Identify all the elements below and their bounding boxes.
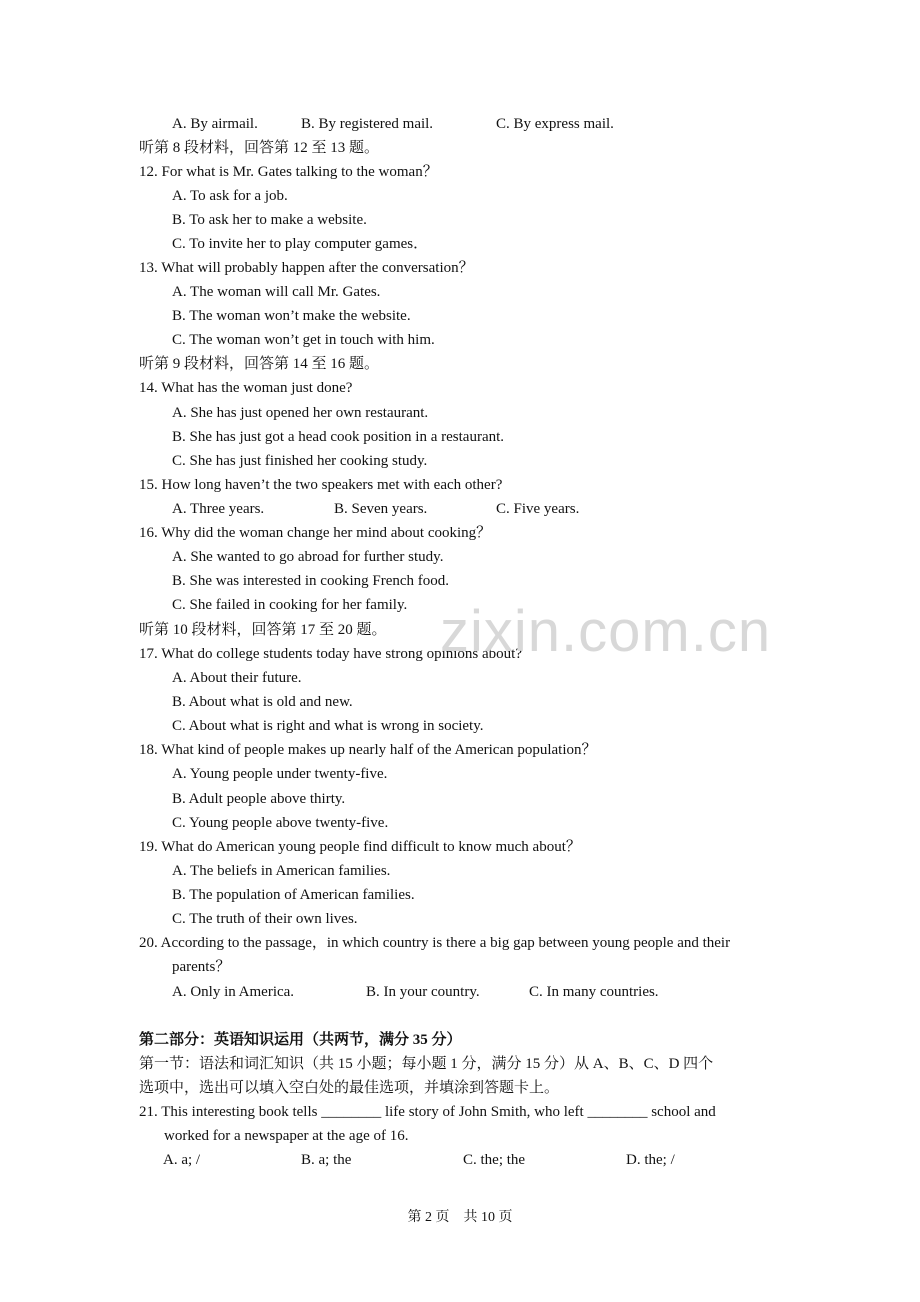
option-a: A. a; / [163, 1152, 201, 1168]
option-c: C. the; the [463, 1152, 526, 1168]
question-21: 21. This interesting book tells ________ life story of John Smith, who left ________ school and [139, 1104, 716, 1120]
option-c: C. The woman won’t get in touch with him. [172, 332, 435, 348]
option-b: B. About what is old and new. [172, 694, 353, 710]
section-one-instruction-cont: 选项中，选出可以填入空白处的最佳选项，并填涂到答题卡上。 [139, 1080, 560, 1096]
part-two-heading: 第二部分：英语知识运用（共两节，满分 35 分） [139, 1032, 462, 1048]
option-b: B. She was interested in cooking French food. [172, 573, 450, 589]
option-a: A. Three years. [172, 501, 265, 517]
question-16: 16. Why did the woman change her mind about cooking？ [139, 525, 492, 541]
option-b: B. Seven years. [334, 501, 428, 517]
question-18: 18. What kind of people makes up nearly half of the American population？ [139, 742, 597, 758]
option-c: C. The truth of their own lives. [172, 911, 358, 927]
option-c: C. By express mail. [496, 116, 614, 132]
section-one-instruction: 第一节：语法和词汇知识（共 15 小题；每小题 1 分，满分 15 分）从 A、B、C、D 四个 [139, 1056, 714, 1072]
option-b: B. To ask her to make a website. [172, 212, 367, 228]
watermark: zixin.com.cn [440, 599, 772, 664]
option-b: B. a; the [301, 1152, 352, 1168]
option-b: B. The population of American families. [172, 887, 415, 903]
option-b: B. In your country. [366, 984, 480, 1000]
option-a: A. To ask for a job. [172, 188, 288, 204]
question-14: 14. What has the woman just done? [139, 380, 353, 396]
option-a: A. She wanted to go abroad for further study. [172, 549, 444, 565]
option-a: A. Young people under twenty-five. [172, 766, 388, 782]
option-a: A. She has just opened her own restaurant. [172, 405, 429, 421]
option-b: B. The woman won’t make the website. [172, 308, 411, 324]
section-instruction: 听第 10 段材料，回答第 17 至 20 题。 [139, 622, 387, 638]
option-a: A. Only in America. [172, 984, 295, 1000]
question-13: 13. What will probably happen after the conversation？ [139, 260, 474, 276]
option-c: C. She has just finished her cooking study. [172, 453, 428, 469]
question-15: 15. How long haven’t the two speakers met with each other? [139, 477, 503, 493]
option-c: C. She failed in cooking for her family. [172, 597, 408, 613]
question-20: 20. According to the passage，in which country is there a big gap between young people and their [139, 935, 731, 951]
section-instruction: 听第 8 段材料，回答第 12 至 13 题。 [139, 140, 380, 156]
question-21-continued: worked for a newspaper at the age of 16. [164, 1128, 409, 1144]
option-a: A. About their future. [172, 670, 302, 686]
question-12: 12. For what is Mr. Gates talking to the woman？ [139, 164, 438, 180]
option-b: B. By registered mail. [301, 116, 434, 132]
question-19: 19. What do American young people find difficult to know much about？ [139, 839, 581, 855]
option-a: A. The beliefs in American families. [172, 863, 391, 879]
section-instruction: 听第 9 段材料，回答第 14 至 16 题。 [139, 356, 380, 372]
option-a: A. The woman will call Mr. Gates. [172, 284, 381, 300]
option-c: C. Young people above twenty-five. [172, 815, 389, 831]
option-c: C. Five years. [496, 501, 580, 517]
option-c: C. In many countries. [529, 984, 659, 1000]
option-b: B. Adult people above thirty. [172, 791, 346, 807]
option-a: A. By airmail. [172, 116, 258, 132]
option-c: C. About what is right and what is wrong in society. [172, 718, 484, 734]
question-20-continued: parents？ [172, 959, 231, 975]
option-b: B. She has just got a head cook position in a restaurant. [172, 429, 505, 445]
option-c: C. To invite her to play computer games． [172, 236, 429, 252]
page-footer: 第 2 页 共 10 页 [407, 1210, 513, 1225]
question-17: 17. What do college students today have strong opinions about? [139, 646, 522, 662]
option-d: D. the; / [626, 1152, 675, 1168]
